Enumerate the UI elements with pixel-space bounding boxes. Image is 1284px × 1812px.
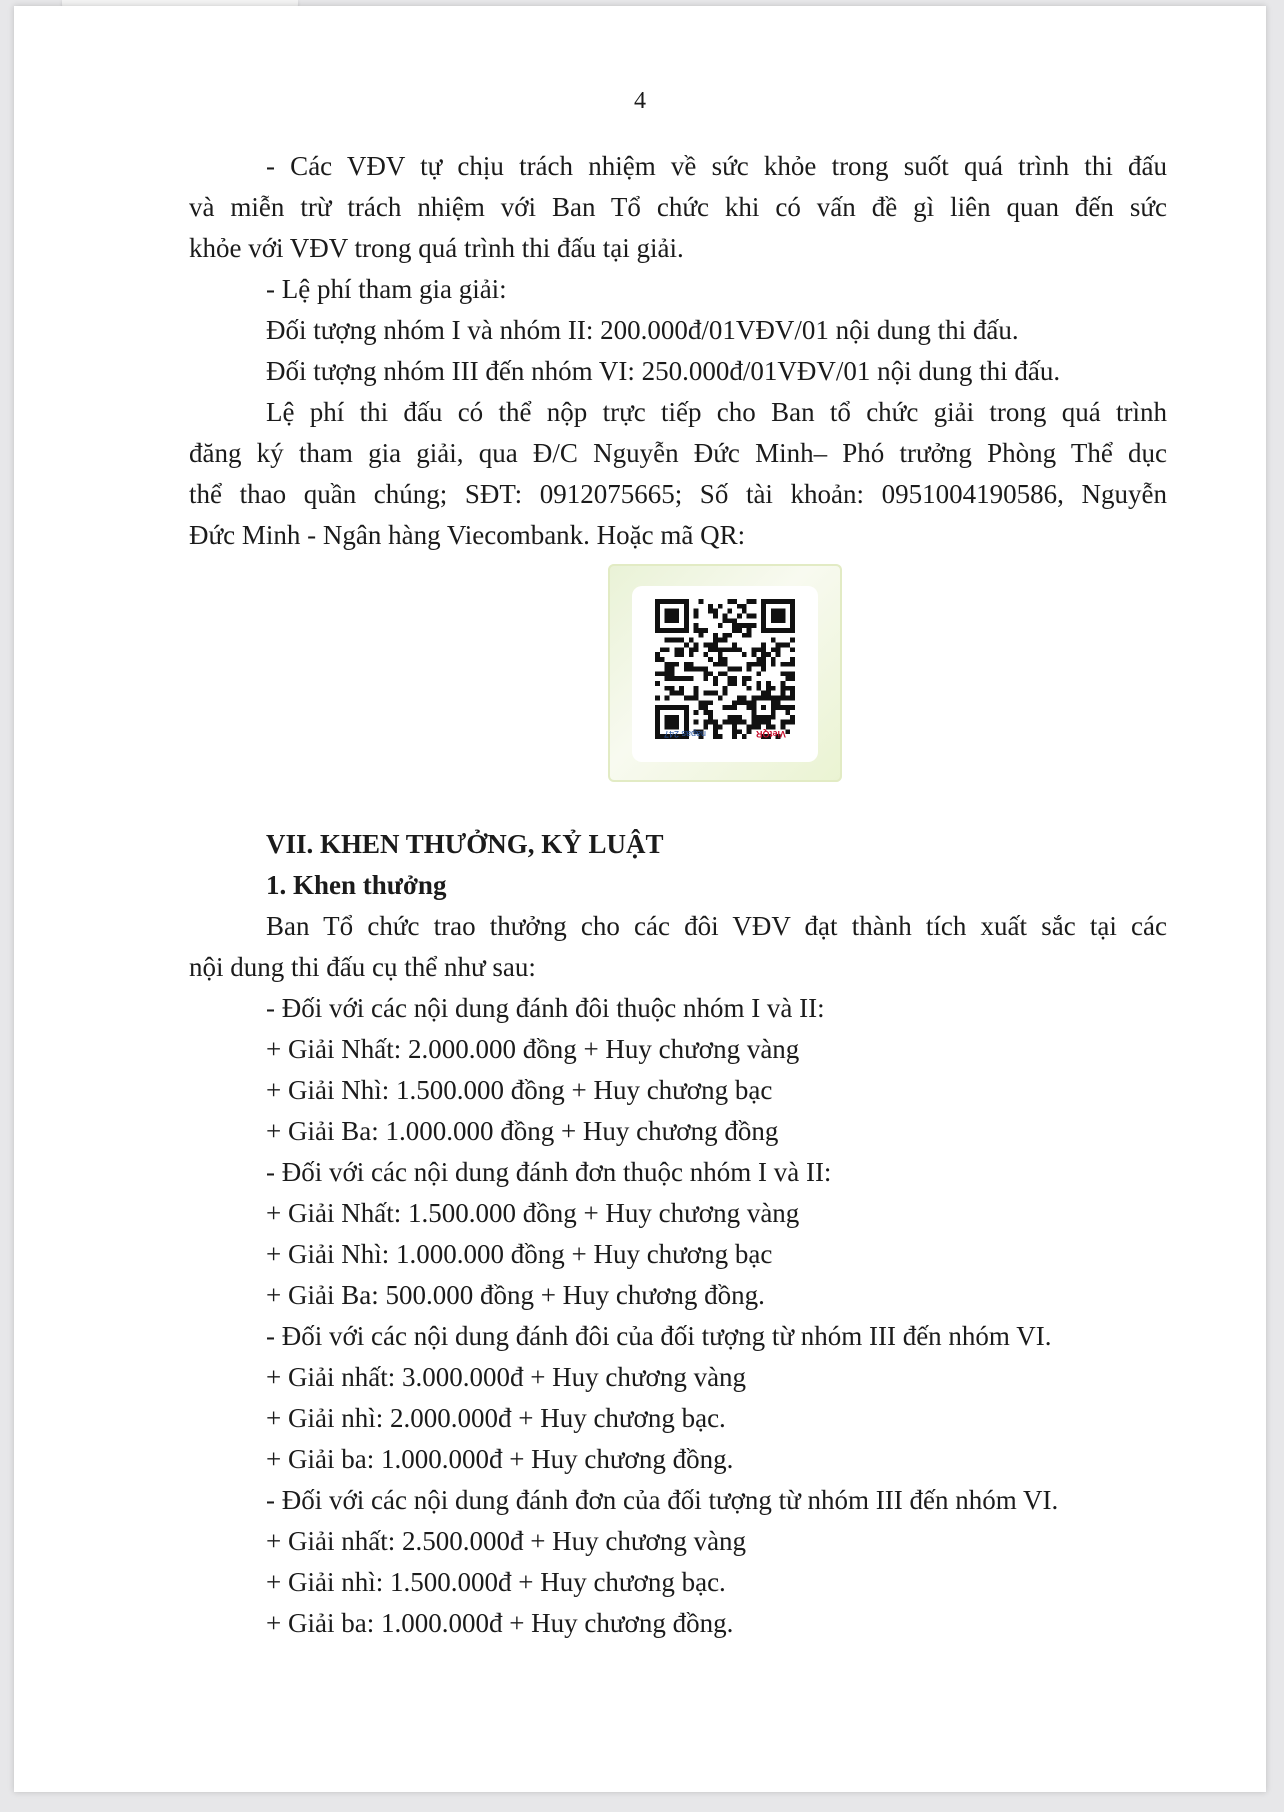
award-line: + Giải Nhất: 2.000.000 đồng + Huy chương vàng <box>266 1034 800 1064</box>
vietqr-logo <box>756 738 786 754</box>
award-line: + Giải nhì: 2.000.000đ + Huy chương bạc. <box>266 1403 726 1433</box>
napas-logo <box>664 738 706 754</box>
award-line: + Giải nhất: 2.500.000đ + Huy chương vàng <box>266 1526 747 1556</box>
page-number: 4 <box>634 88 646 114</box>
award-line: - Đối với các nội dung đánh đơn thuộc nhóm I và II: <box>266 1157 832 1187</box>
award-line: + Giải Nhì: 1.000.000 đồng + Huy chương bạc <box>266 1239 773 1269</box>
awards-list <box>189 988 1167 1644</box>
award-line: + Giải Nhất: 1.500.000 đồng + Huy chương vàng <box>266 1198 800 1228</box>
health-line-1: - Các VĐV tự chịu trách nhiệm về sức khỏe trong suốt quá trình thi đấu <box>266 151 1167 181</box>
document-body <box>189 146 1167 1644</box>
health-line-2: và miễn trừ trách nhiệm với Ban Tổ chức khi có vấn đề gì liên quan đến sức <box>189 192 1167 222</box>
fee-group-1-2: Đối tượng nhóm I và nhóm II: 200.000đ/01VĐV/01 nội dung thi đấu. <box>266 315 1019 345</box>
payment-line-2: đăng ký tham gia giải, qua Đ/C Nguyễn Đức Minh– Phó trưởng Phòng Thể dục <box>189 438 1167 468</box>
intro-line-1: Ban Tổ chức trao thưởng cho các đôi VĐV đạt thành tích xuất sắc tại các <box>266 911 1167 941</box>
payment-line-1: Lệ phí thi đấu có thể nộp trực tiếp cho Ban tổ chức giải trong quá trình <box>266 397 1167 427</box>
qr-code-image <box>608 564 842 782</box>
award-line: + Giải ba: 1.000.000đ + Huy chương đồng. <box>266 1444 734 1474</box>
health-line-3: khỏe với VĐV trong quá trình thi đấu tại giải. <box>189 233 684 263</box>
award-line: + Giải ba: 1.000.000đ + Huy chương đồng. <box>266 1608 734 1638</box>
fee-heading: - Lệ phí tham gia giải: <box>266 274 507 304</box>
award-line: + Giải nhất: 3.000.000đ + Huy chương vàng <box>266 1362 747 1392</box>
award-line: + Giải nhì: 1.500.000đ + Huy chương bạc. <box>266 1567 726 1597</box>
document-page <box>14 6 1266 1792</box>
qr-footer <box>632 738 818 754</box>
award-line: + Giải Ba: 1.000.000 đồng + Huy chương đồng <box>266 1116 779 1146</box>
subsection-title: 1. Khen thưởng <box>266 870 447 900</box>
payment-line-3: thể thao quần chúng; SĐT: 0912075665; Số tài khoản: 0951004190586, Nguyễn <box>189 479 1167 509</box>
award-line: + Giải Ba: 500.000 đồng + Huy chương đồng. <box>266 1280 765 1310</box>
intro-line-2: nội dung thi đấu cụ thể như sau: <box>189 952 536 982</box>
qr-card <box>632 586 818 762</box>
payment-line-4: Đức Minh - Ngân hàng Viecombank. Hoặc mã QR: <box>189 520 746 550</box>
award-line: - Đối với các nội dung đánh đơn của đối tượng từ nhóm III đến nhóm VI. <box>266 1485 1059 1515</box>
qr-code-icon <box>655 599 795 739</box>
award-line: - Đối với các nội dung đánh đôi của đối tượng từ nhóm III đến nhóm VI. <box>266 1321 1052 1351</box>
award-line: + Giải Nhì: 1.500.000 đồng + Huy chương bạc <box>266 1075 773 1105</box>
section-title: VII. KHEN THƯỞNG, KỶ LUẬT <box>266 829 664 859</box>
fee-group-3-6: Đối tượng nhóm III đến nhóm VI: 250.000đ/01VĐV/01 nội dung thi đấu. <box>266 356 1061 386</box>
award-line: - Đối với các nội dung đánh đôi thuộc nhóm I và II: <box>266 993 825 1023</box>
